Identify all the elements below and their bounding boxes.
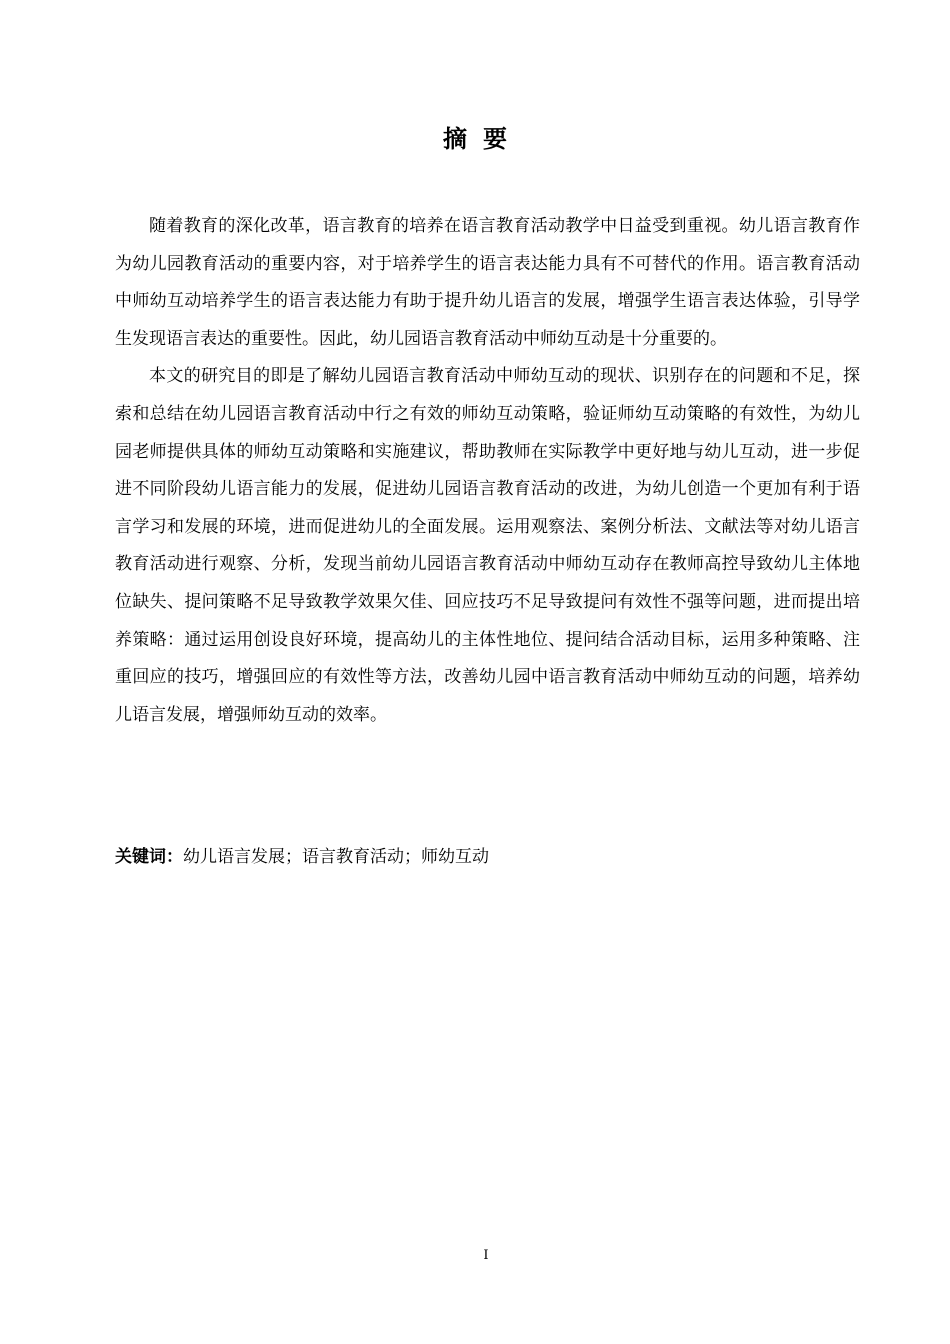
abstract-paragraph-1: 随着教育的深化改革，语言教育的培养在语言教育活动教学中日益受到重视。幼儿语言教育作为幼儿园教育活动的重要内容，对于培养学生的语言表达能力具有不可替代的作用。语言教育活动中师幼互动培养学生的语言表达能力有助于提升幼儿语言的发展，增强学生语言表达体验，引导学生发现语言表达的重要性。因此，幼儿园语言教育活动中师幼互动是十分重要的。: [115, 216, 860, 349]
page-number: I: [483, 1248, 489, 1263]
keywords-label: 关键词：: [115, 847, 183, 867]
page-title: 摘要: [443, 125, 523, 153]
abstract-paragraph-2: 本文的研究目的即是了解幼儿园语言教育活动中师幼互动的现状、识别存在的问题和不足，探索和总结在幼儿园语言教育活动中行之有效的师幼互动策略，验证师幼互动策略的有效性，为幼儿园老师提供具体的师幼互动策略和实施建议，帮助教师在实际教学中更好地与幼儿互动，进一步促进不同阶段幼儿语言能力的发展，促进幼儿园语言教育活动的改进，为幼儿创造一个更加有利于语言学习和发展的环境，进而促进幼儿的全面发展。运用观察法、案例分析法、文献法等对幼儿语言教育活动进行观察、分析，发现当前幼儿园语言教育活动中师幼互动存在教师高控导致幼儿主体地位缺失、提问策略不足导致教学效果欠佳、回应技巧不足导致提问有效性不强等问题，进而提出培养策略：通过运用创设良好环境，提高幼儿的主体性地位、提问结合活动目标，运用多种策略、注重回应的技巧，增强回应的有效性等方法，改善幼儿园中语言教育活动中师幼互动的问题，培养幼儿语言发展，增强师幼互动的效率。: [115, 366, 860, 725]
abstract-body: [115, 208, 860, 734]
keywords-text: 幼儿语言发展；语言教育活动；师幼互动: [183, 847, 489, 867]
keywords-line: [115, 842, 860, 872]
